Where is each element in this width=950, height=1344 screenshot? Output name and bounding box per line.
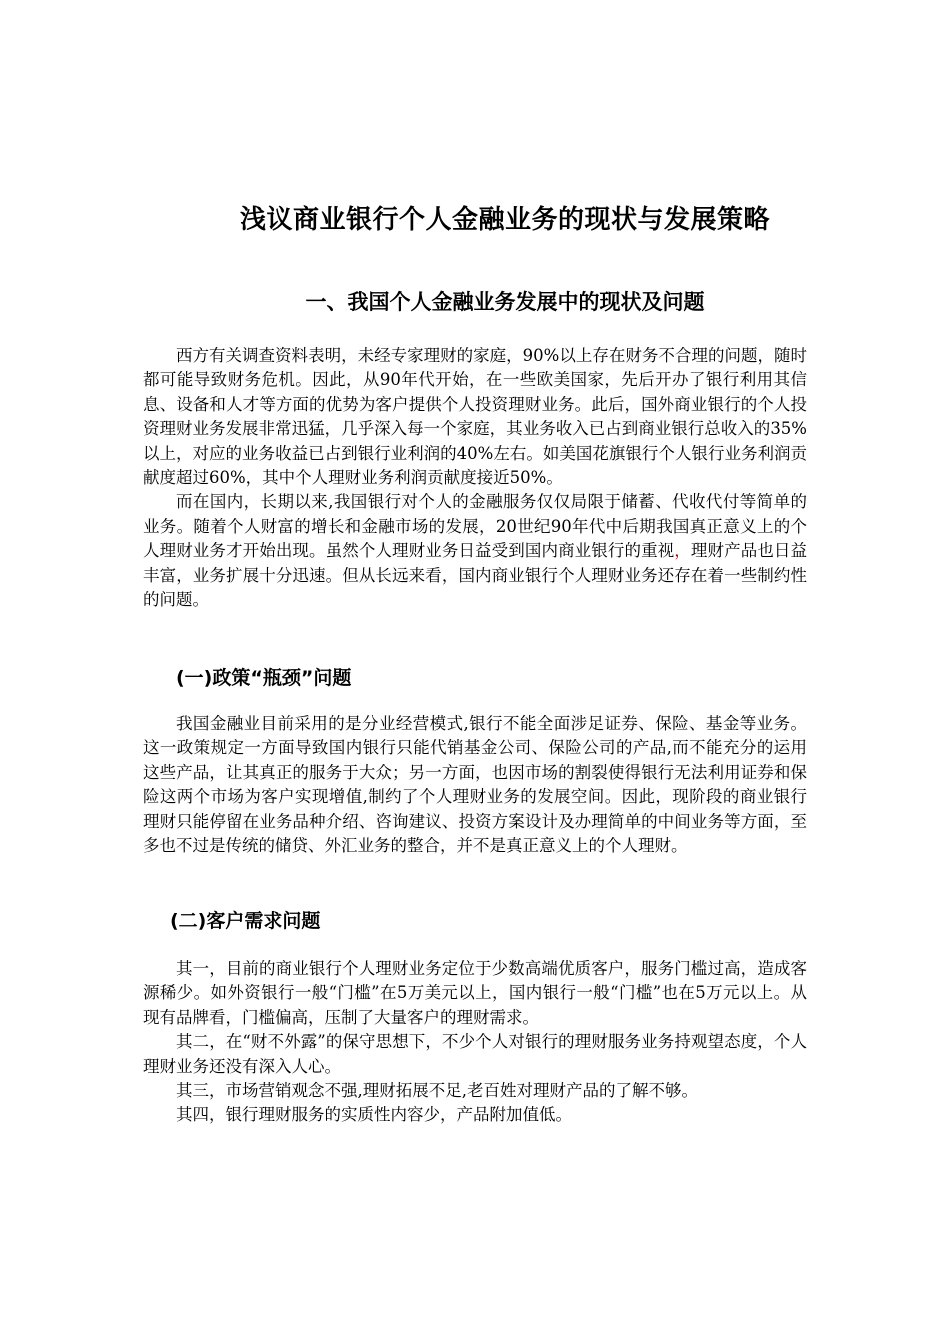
document-title: 浅议商业银行个人金融业务的现状与发展策略 <box>239 205 770 235</box>
subsection-heading-1: (一)政策“瓶颈”问题 <box>176 667 352 689</box>
section-1-body <box>143 344 807 612</box>
subsection-2-paragraph-4: 其四，银行理财服务的实质性内容少，产品附加值低。 <box>176 1105 572 1125</box>
subsection-2-body <box>143 957 807 1128</box>
section-1-paragraph-2 <box>143 490 807 612</box>
section-1-paragraph-1: 西方有关调查资料表明，未经专家理财的家庭，90%以上存在财务不合理的问题，随时都可能导致财务危机。因此，从90年代开始，在一些欧美国家，先后开办了银行利用其信息、设备和人才等方面的优势为客户提供个人投资理财业务。此后，国外商业银行的个人投资理财业务发展非常迅猛，几乎深入每一个家庭，其业务收入已占到商业银行总收入的35%以上，对应的业务收益已占到银行业利润的40%左右。如美国花旗银行个人银行业务利润贡献度超过60%，其中个人理财业务利润贡献度接近50%。 <box>143 346 807 488</box>
subsection-2-paragraph-2: 其二，在“财不外露”的保守思想下，不少个人对银行的理财服务业务持观望态度，个人理财业务还没有深入人心。 <box>143 1032 807 1076</box>
subsection-1-paragraph: 我国金融业目前采用的是分业经营模式,银行不能全面涉足证券、保险、基金等业务。这一政策规定一方面导致国内银行只能代销基金公司、保险公司的产品,而不能充分的运用这些产品，让其真正的服务于大众；另一方面，也因市场的割裂使得银行无法利用证券和保险这两个市场为客户实现增值,制约了个人理财业务的发展空间。因此，现阶段的商业银行理财只能停留在业务品种介绍、咨询建议、投资方案设计及办理简单的中间业务等方面，至多也不过是传统的储贷、外汇业务的整合，并不是真正意义上的个人理财。 <box>143 714 807 856</box>
subsection-2-paragraph-1: 其一，目前的商业银行个人理财业务定位于少数高端优质客户，服务门槛过高，造成客源稀少。如外资银行一般“门槛”在5万美元以上，国内银行一般“门槛”也在5万元以上。从现有品牌看，门槛偏高，压制了大量客户的理财需求。 <box>143 959 807 1027</box>
section-heading-1: 一、我国个人金融业务发展中的现状及问题 <box>305 290 705 314</box>
subsection-heading-2: (二)客户需求问题 <box>170 910 321 932</box>
paragraph-2-text-a: 而在国内，长期以来,我国银行对个人的金融服务仅仅局限于储蓄、代收代付等简单的业务。随着个人财富的增长和金融市场的发展，20世纪90年代中后期我国真正意义上的个人理财业务才开始出现。虽然个人理财业务日益受到国内商业银行的重视 <box>143 492 807 561</box>
subsection-1-body <box>143 712 807 858</box>
subsection-2-paragraph-3: 其三，市场营销观念不强,理财拓展不足,老百姓对理财产品的了解不够。 <box>176 1081 698 1101</box>
paragraph-2-text-b: 理财产品也日益丰富，业务扩展十分迅速。但从长远来看，国内商业银行个人理财业务还存在着一些制约性的问题。 <box>143 541 808 610</box>
paragraph-2-red-comma: ， <box>674 541 691 561</box>
